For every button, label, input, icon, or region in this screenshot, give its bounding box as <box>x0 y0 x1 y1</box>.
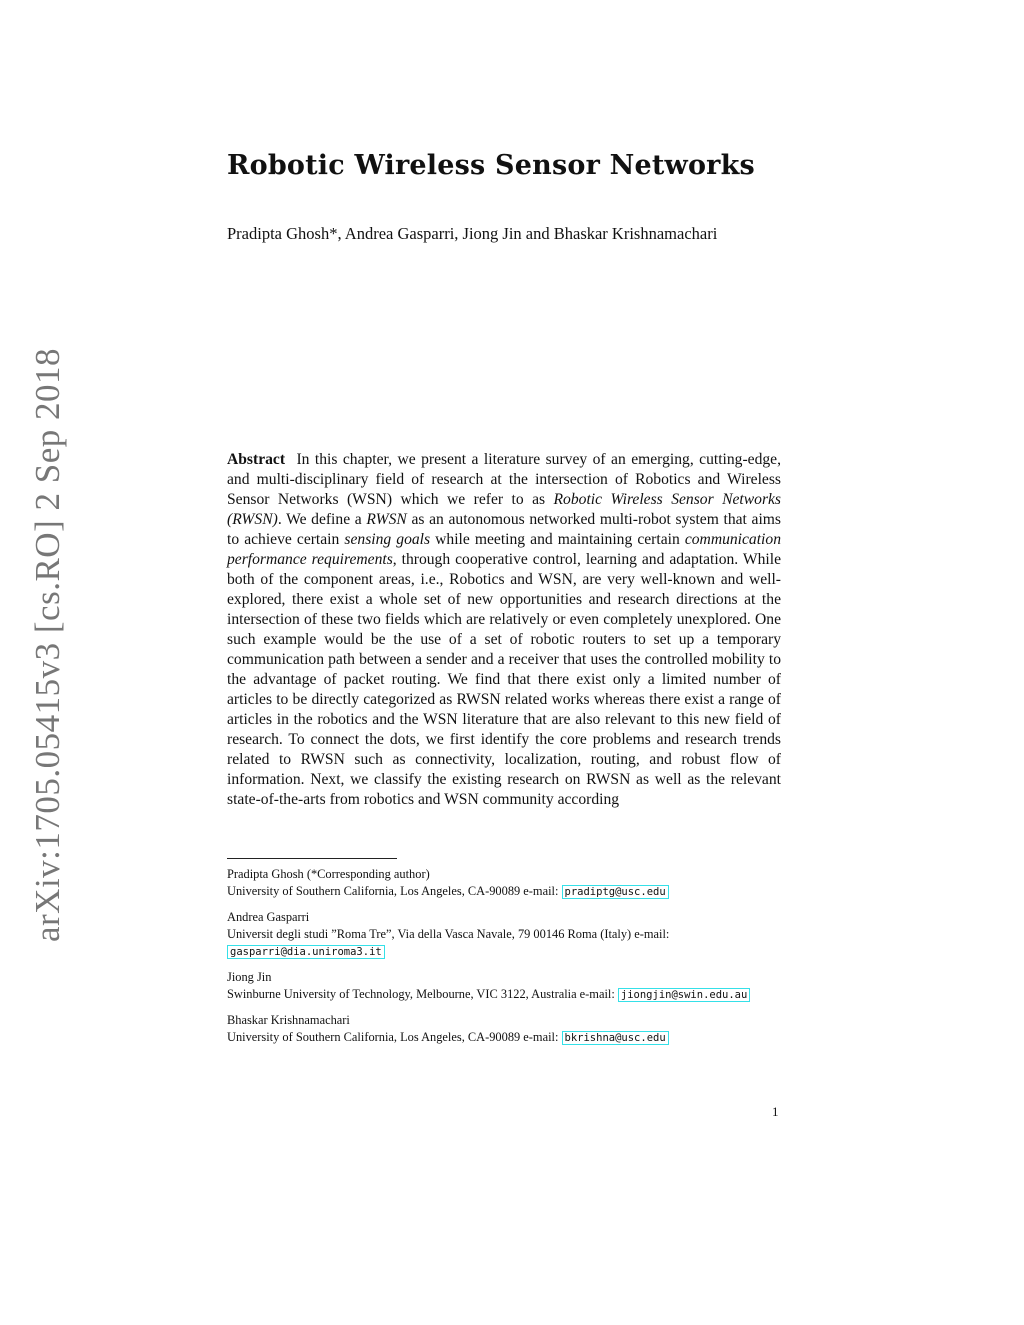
affiliation-author: Jiong Jin <box>227 970 272 984</box>
email-link[interactable]: pradiptg@usc.edu <box>562 885 669 899</box>
arxiv-stamp-text: arXiv:1705.05415v3 [cs.RO] 2 Sep 2018 <box>28 347 68 943</box>
arxiv-stamp <box>20 347 76 943</box>
footnote-divider <box>227 858 397 859</box>
affiliation-item <box>227 969 781 1004</box>
affiliation-address <box>227 1029 781 1047</box>
affiliation-item <box>227 909 781 961</box>
abstract-emphasis: communication performance requirements <box>227 531 781 568</box>
email-link[interactable]: gasparri@dia.uniroma3.it <box>227 945 385 959</box>
email-link[interactable]: bkrishna@usc.edu <box>562 1031 669 1045</box>
affiliation-item <box>227 1012 781 1047</box>
abstract-text: . We define a <box>277 511 367 528</box>
abstract-emphasis: sensing goals <box>344 531 431 548</box>
affiliation-author: Pradipta Ghosh (*Corresponding author) <box>227 867 430 881</box>
page-number: 1 <box>772 1104 779 1119</box>
abstract-text: while meeting and maintaining certain <box>430 531 685 548</box>
paper-title: Robotic Wireless Sensor Networks <box>227 150 755 181</box>
abstract-text: , through cooperative control, learning and adaptation. While both of the component areas, i.e., Robotics and WSN, are very well-known and well-explored, there exist a whole set of new opportunities and research directions at the intersection of these two fields which are relatively or even completely unexplored. One such example would be the use of a set of robotic routers to set up a temporary communication path between a sender and a receiver that uses the controlled mobility to the advantage of packet routing. We find that there exist only a limited number of articles to be directly categorized as RWSN related works whereas there exist a range of articles in the robotics and the WSN literature that are also relevant to this new field of research. To connect the dots, we first identify the core problems and research trends related to RWSN such as connectivity, localization, routing, and robust flow of information. Next, we classify the existing research on RWSN as well as the relevant state-of-the-arts from robotics and WSN community according <box>227 551 781 808</box>
affiliation-institution: University of Southern California, Los Angeles, CA-90089 e-mail: <box>227 1030 559 1044</box>
author-list: Pradipta Ghosh*, Andrea Gasparri, Jiong Jin and Bhaskar Krishnamachari <box>227 224 718 243</box>
affiliation-address <box>227 883 781 901</box>
email-link[interactable]: jiongjin@swin.edu.au <box>618 988 750 1002</box>
affiliation-author: Andrea Gasparri <box>227 910 310 924</box>
affiliation-item <box>227 866 781 901</box>
affiliation-address <box>227 986 781 1004</box>
affiliation-footnotes <box>227 866 781 1055</box>
abstract-paragraph <box>227 450 781 810</box>
abstract-text: In this chapter, we present a literature survey of an emerging, cutting-edge, and multi-disciplinary field of research at the intersection of Robotics and Wireless Sensor Networks (WSN) which we refer to as <box>227 451 781 508</box>
affiliation-institution: University of Southern California, Los Angeles, CA-90089 e-mail: <box>227 884 559 898</box>
abstract-emphasis: Robotic Wireless Sensor Networks (RWSN) <box>227 491 781 528</box>
affiliation-institution: Swinburne University of Technology, Melbourne, VIC 3122, Australia e-mail: <box>227 987 615 1001</box>
affiliation-address <box>227 926 781 961</box>
abstract-text: as an autonomous networked multi-robot system that aims to achieve certain <box>227 511 781 548</box>
abstract-heading: Abstract <box>227 451 286 468</box>
affiliation-institution: Universit degli studi ”Roma Tre”, Via della Vasca Navale, 79 00146 Roma (Italy) e-mail: <box>227 927 670 941</box>
affiliation-author: Bhaskar Krishnamachari <box>227 1013 350 1027</box>
abstract-emphasis: RWSN <box>366 511 407 528</box>
